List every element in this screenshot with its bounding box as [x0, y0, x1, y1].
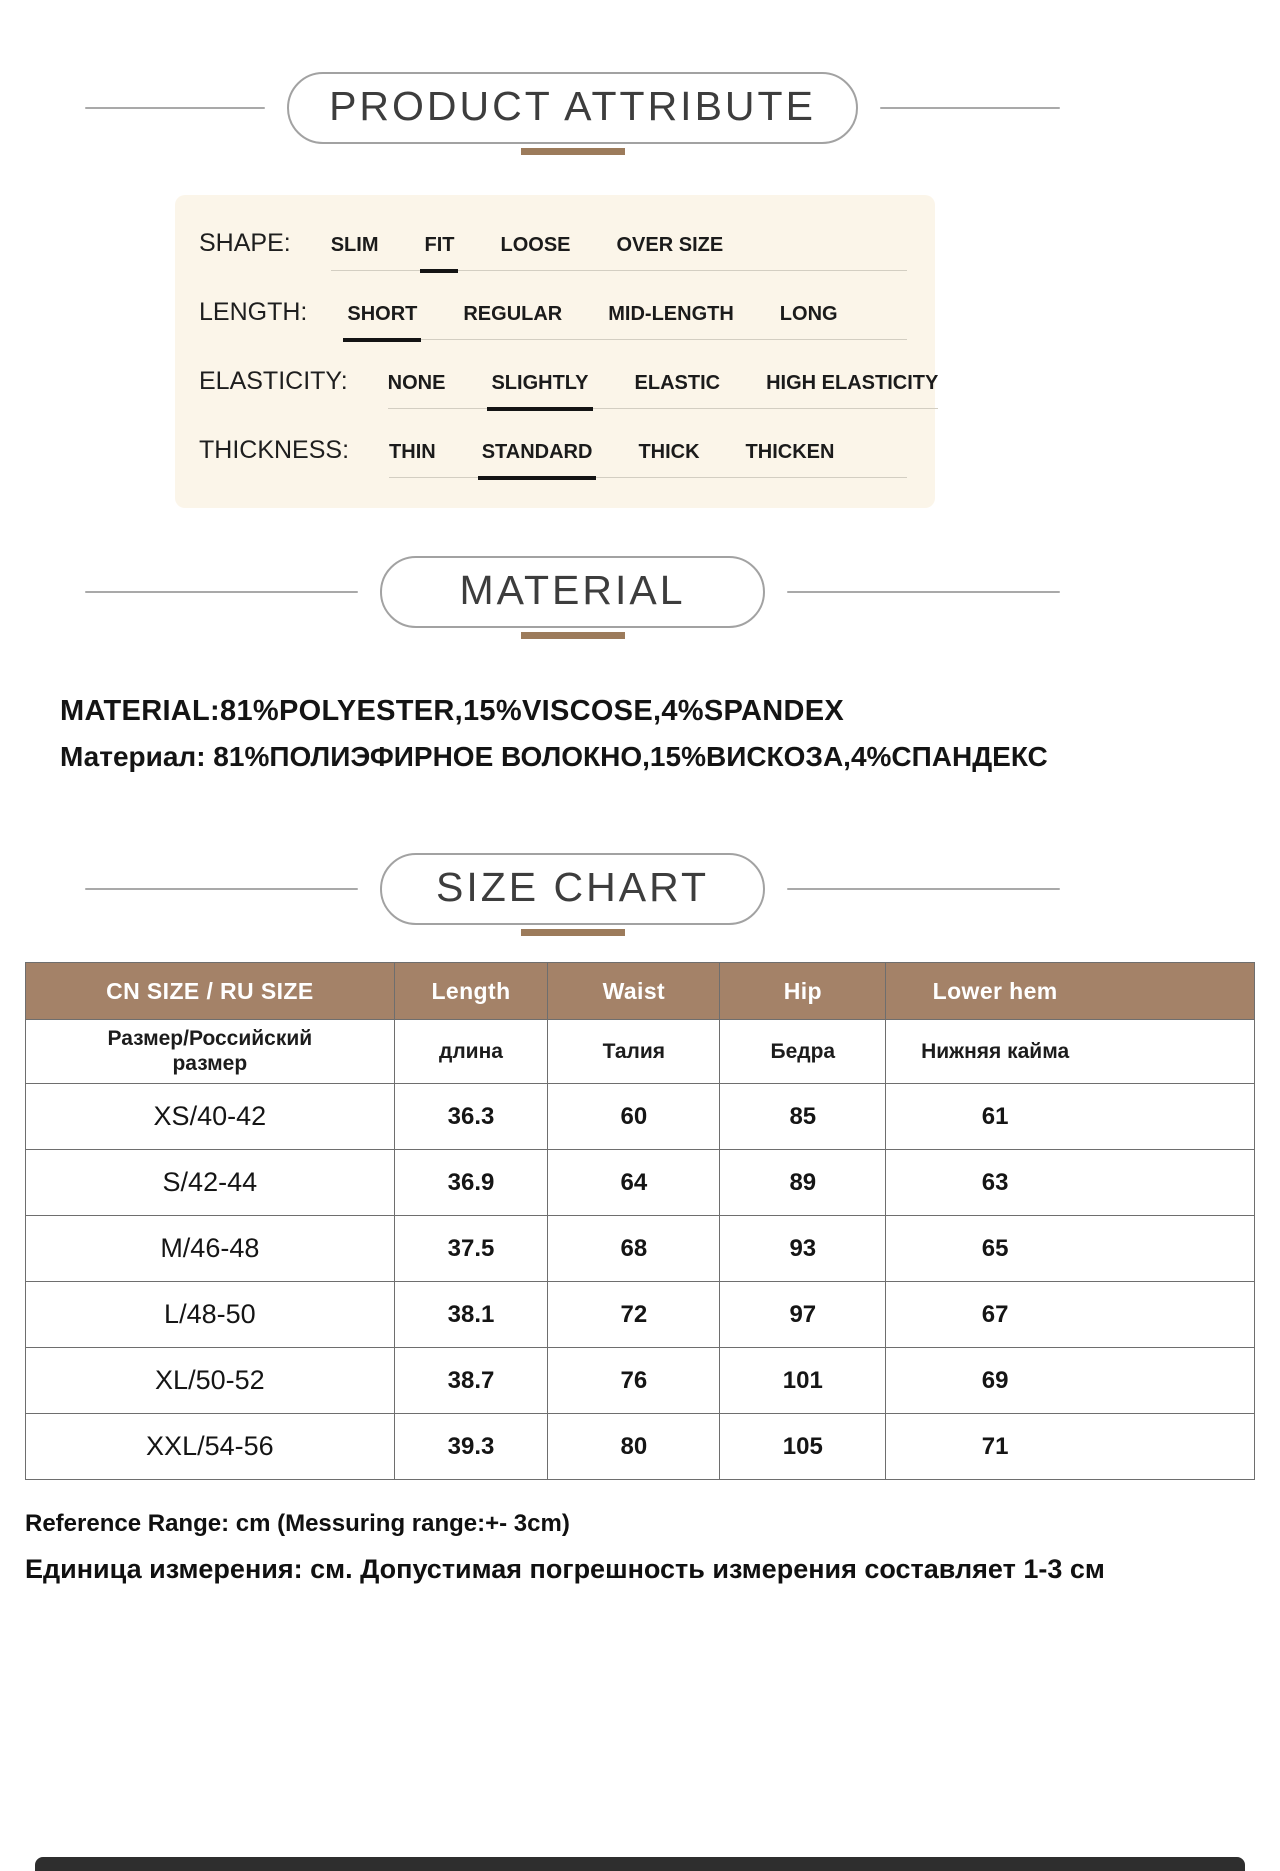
attributes-panel: [175, 195, 939, 508]
attribute-option: LONG: [779, 303, 838, 325]
col-header-hip: Hip: [720, 963, 886, 1020]
size-cell: 36.3: [394, 1084, 548, 1150]
attribute-option: THIN: [389, 441, 436, 463]
size-cell: 67: [886, 1282, 1255, 1348]
product-attribute-title: PRODUCT ATTRIBUTE: [287, 72, 858, 144]
reference-range-note-ru: Единица измерения: см. Допустимая погрешность измерения составляет 1-3 см: [25, 1554, 1105, 1584]
attribute-options: [388, 372, 939, 409]
decorative-line-left: [85, 888, 358, 890]
next-section-edge: [35, 1857, 1245, 1871]
attribute-options: [331, 234, 907, 271]
attribute-option: NONE: [387, 372, 446, 394]
attribute-option: OVER SIZE: [616, 234, 724, 256]
col-header-waist: Waist: [548, 963, 720, 1020]
size-cell: 101: [720, 1348, 886, 1414]
title-accent-underline: [521, 148, 625, 155]
material-composition-ru: Материал: 81%ПОЛИЭФИРНОЕ ВОЛОКНО,15%ВИСКОЗА,4%СПАНДЕКС: [60, 741, 1048, 772]
size-chart-title: SIZE CHART: [380, 853, 765, 925]
table-subheader-row: [26, 1020, 1255, 1084]
col-header-size: CN SIZE / RU SIZE: [26, 963, 395, 1020]
size-cell: S/42-44: [26, 1150, 395, 1216]
size-row-s: [26, 1150, 1255, 1216]
decorative-line-right: [787, 591, 1060, 593]
size-cell: 36.9: [394, 1150, 548, 1216]
attribute-option-selected: SLIGHTLY: [491, 372, 589, 394]
col-header-length: Length: [394, 963, 548, 1020]
col-subheader-lower-hem: Нижняя кайма: [886, 1020, 1255, 1084]
material-composition-en: MATERIAL:81%POLYESTER,15%VISCOSE,4%SPANDEX: [60, 695, 844, 727]
decorative-line-right: [787, 888, 1060, 890]
attribute-row-shape: [199, 229, 907, 271]
product-attribute-section: [0, 72, 1280, 508]
size-row-xxl: [26, 1414, 1255, 1480]
attribute-option: REGULAR: [463, 303, 563, 325]
size-chart-table: [25, 962, 1255, 1480]
product-detail-page: [0, 72, 1280, 1585]
size-cell: 38.1: [394, 1282, 548, 1348]
attribute-label: SHAPE:: [199, 229, 291, 257]
size-row-xl: [26, 1348, 1255, 1414]
size-chart-title-block: [85, 853, 1060, 936]
size-cell: 60: [548, 1084, 720, 1150]
attribute-label: ELASTICITY:: [199, 367, 348, 395]
reference-range-note-en: Reference Range: cm (Messuring range:+- 3cm): [25, 1510, 570, 1537]
measurement-notes: [25, 1510, 1280, 1585]
attribute-option: LOOSE: [500, 234, 571, 256]
size-cell: L/48-50: [26, 1282, 395, 1348]
attribute-option-selected: SHORT: [347, 303, 418, 325]
size-cell: XS/40-42: [26, 1084, 395, 1150]
size-chart-section: [0, 853, 1280, 1585]
size-row-m: [26, 1216, 1255, 1282]
size-cell: XXL/54-56: [26, 1414, 395, 1480]
size-cell: 69: [886, 1348, 1255, 1414]
size-cell: 72: [548, 1282, 720, 1348]
decorative-line-left: [85, 107, 265, 109]
size-cell: 68: [548, 1216, 720, 1282]
attribute-label: THICKNESS:: [199, 436, 350, 464]
size-cell: 39.3: [394, 1414, 548, 1480]
product-attribute-title-block: [85, 72, 1060, 155]
attribute-option: ELASTIC: [634, 372, 721, 394]
material-title-block: [85, 556, 1060, 639]
decorative-line-right: [880, 107, 1060, 109]
size-cell: 63: [886, 1150, 1255, 1216]
size-cell: 65: [886, 1216, 1255, 1282]
attribute-options: [389, 441, 907, 478]
attribute-option: HIGH ELASTICITY: [766, 372, 939, 394]
attribute-option: THICK: [638, 441, 700, 463]
size-cell: 61: [886, 1084, 1255, 1150]
attribute-option-selected: FIT: [424, 234, 455, 256]
attribute-option: THICKEN: [745, 441, 835, 463]
size-row-xs: [26, 1084, 1255, 1150]
size-cell: 85: [720, 1084, 886, 1150]
size-cell: 97: [720, 1282, 886, 1348]
attribute-row-elasticity: [199, 367, 939, 409]
title-accent-underline: [521, 929, 625, 936]
attribute-label: LENGTH:: [199, 298, 308, 326]
size-cell: 71: [886, 1414, 1255, 1480]
attribute-row-length: [199, 298, 907, 340]
attribute-option-selected: STANDARD: [481, 441, 593, 463]
attribute-option: SLIM: [330, 234, 379, 256]
material-section: [0, 556, 1280, 773]
size-cell: 93: [720, 1216, 886, 1282]
size-cell: 38.7: [394, 1348, 548, 1414]
col-header-lower-hem: Lower hem: [886, 963, 1255, 1020]
col-subheader-size-text: Размер/Российский размер: [107, 1027, 313, 1075]
attribute-row-thickness: [199, 436, 907, 478]
size-cell: 89: [720, 1150, 886, 1216]
size-row-l: [26, 1282, 1255, 1348]
material-composition: [60, 695, 1280, 773]
attribute-options: [347, 303, 907, 340]
size-cell: 37.5: [394, 1216, 548, 1282]
size-cell: M/46-48: [26, 1216, 395, 1282]
size-cell: XL/50-52: [26, 1348, 395, 1414]
size-cell: 64: [548, 1150, 720, 1216]
attribute-option: MID-LENGTH: [608, 303, 734, 325]
size-cell: 80: [548, 1414, 720, 1480]
size-cell: 105: [720, 1414, 886, 1480]
col-subheader-size: [26, 1020, 395, 1084]
material-title: MATERIAL: [380, 556, 765, 628]
title-accent-underline: [521, 632, 625, 639]
size-cell: 76: [548, 1348, 720, 1414]
col-subheader-hip: Бедра: [720, 1020, 886, 1084]
col-subheader-waist: Талия: [548, 1020, 720, 1084]
table-header-row: [26, 963, 1255, 1020]
col-subheader-length: длина: [394, 1020, 548, 1084]
decorative-line-left: [85, 591, 358, 593]
